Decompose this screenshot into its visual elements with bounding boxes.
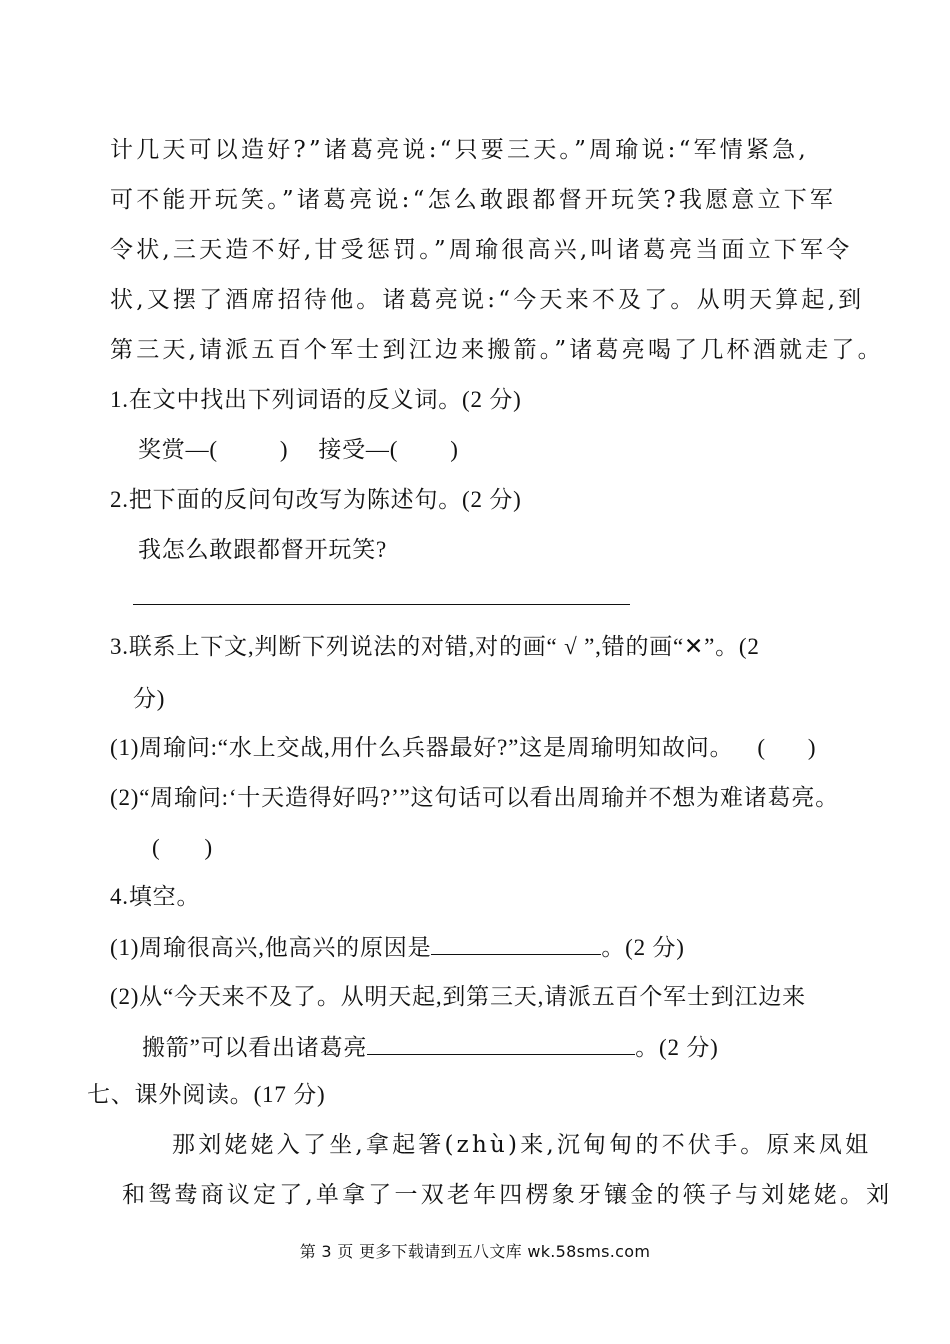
q4-item1-blank[interactable]: [431, 932, 601, 955]
passage-line-4: 状,又摆了酒席招待他。诸葛亮说:“今天来不及了。从明天算起,到: [110, 287, 865, 313]
passage-line-3: 令状,三天造不好,甘受惩罚。”周瑜很高兴,叫诸葛亮当面立下军令: [110, 237, 853, 263]
q4-item2-blank[interactable]: [367, 1032, 635, 1055]
section7-heading: 七、课外阅读。(17 分): [87, 1082, 326, 1107]
q1-item2-label: 接受—(: [318, 437, 399, 462]
passage-line-1: 计几天可以造好?”诸葛亮说:“只要三天。”周瑜说:“军情紧急,: [110, 137, 809, 163]
passage-line-5: 第三天,请派五百个军士到江边来搬箭。”诸葛亮喝了几杯酒就走了。: [110, 337, 884, 363]
q3-item1-paren-close[interactable]: ): [807, 735, 817, 760]
q4-item2-prefix: 搬箭”可以看出诸葛亮: [142, 1035, 368, 1060]
q1-title: 1.在文中找出下列词语的反义词。(2 分): [110, 387, 522, 412]
q1-items: [138, 435, 459, 465]
q4-title: 4.填空。: [110, 884, 201, 909]
q4-item-2-line-1: (2)从“今天来不及了。从明天起,到第三天,请派五百个军士到江边来: [110, 984, 806, 1009]
q3-item2-paren-open[interactable]: (: [152, 835, 161, 860]
q3-item-1: [110, 733, 816, 763]
q2-sentence: 我怎么敢跟都督开玩笑?: [138, 537, 388, 562]
q2-title: 2.把下面的反问句改写为陈述句。(2 分): [110, 487, 522, 512]
q1-item1-close: ): [279, 437, 289, 462]
q4-item1-suffix: 。(2 分): [601, 935, 685, 960]
q4-item-2-line-2: [142, 1032, 719, 1063]
q3-title-line-2: 分): [133, 686, 166, 711]
q2-answer-line[interactable]: [133, 604, 630, 605]
page-footer: 第 3 页 更多下载请到五八文库 wk.58sms.com: [299, 1242, 651, 1261]
q4-item1-prefix: (1)周瑜很高兴,他高兴的原因是: [110, 935, 432, 960]
q4-item-1: [110, 932, 685, 963]
q3-item2-paren-close[interactable]: ): [204, 835, 213, 860]
section7-passage-line-2: 和鸳鸯商议定了,单拿了一双老年四楞象牙镶金的筷子与刘姥姥。刘: [122, 1182, 893, 1208]
section7-passage-line-1: 那刘姥姥入了坐,拿起箸(zhù)来,沉甸甸的不伏手。原来凤姐: [172, 1132, 872, 1158]
q1-item2-close: ): [450, 437, 459, 462]
q1-item1-label: 奖赏—(: [138, 437, 218, 462]
q3-item1-paren-open[interactable]: (: [757, 735, 766, 760]
q3-title-line-1: 3.联系上下文,判断下列说法的对错,对的画“ √ ”,错的画“✕”。(2: [110, 634, 760, 659]
q3-item1-text: (1)周瑜问:“水上交战,用什么兵器最好?”这是周瑜明知故问。: [110, 735, 734, 760]
q3-item2-parens[interactable]: [152, 833, 213, 863]
q3-item-2: (2)“周瑜问:‘十天造得好吗?’”这句话可以看出周瑜并不想为难诸葛亮。: [110, 785, 839, 810]
passage-line-2: 可不能开玩笑。”诸葛亮说:“怎么敢跟都督开玩笑?我愿意立下军: [110, 187, 837, 213]
q4-item2-suffix: 。(2 分): [635, 1035, 719, 1060]
